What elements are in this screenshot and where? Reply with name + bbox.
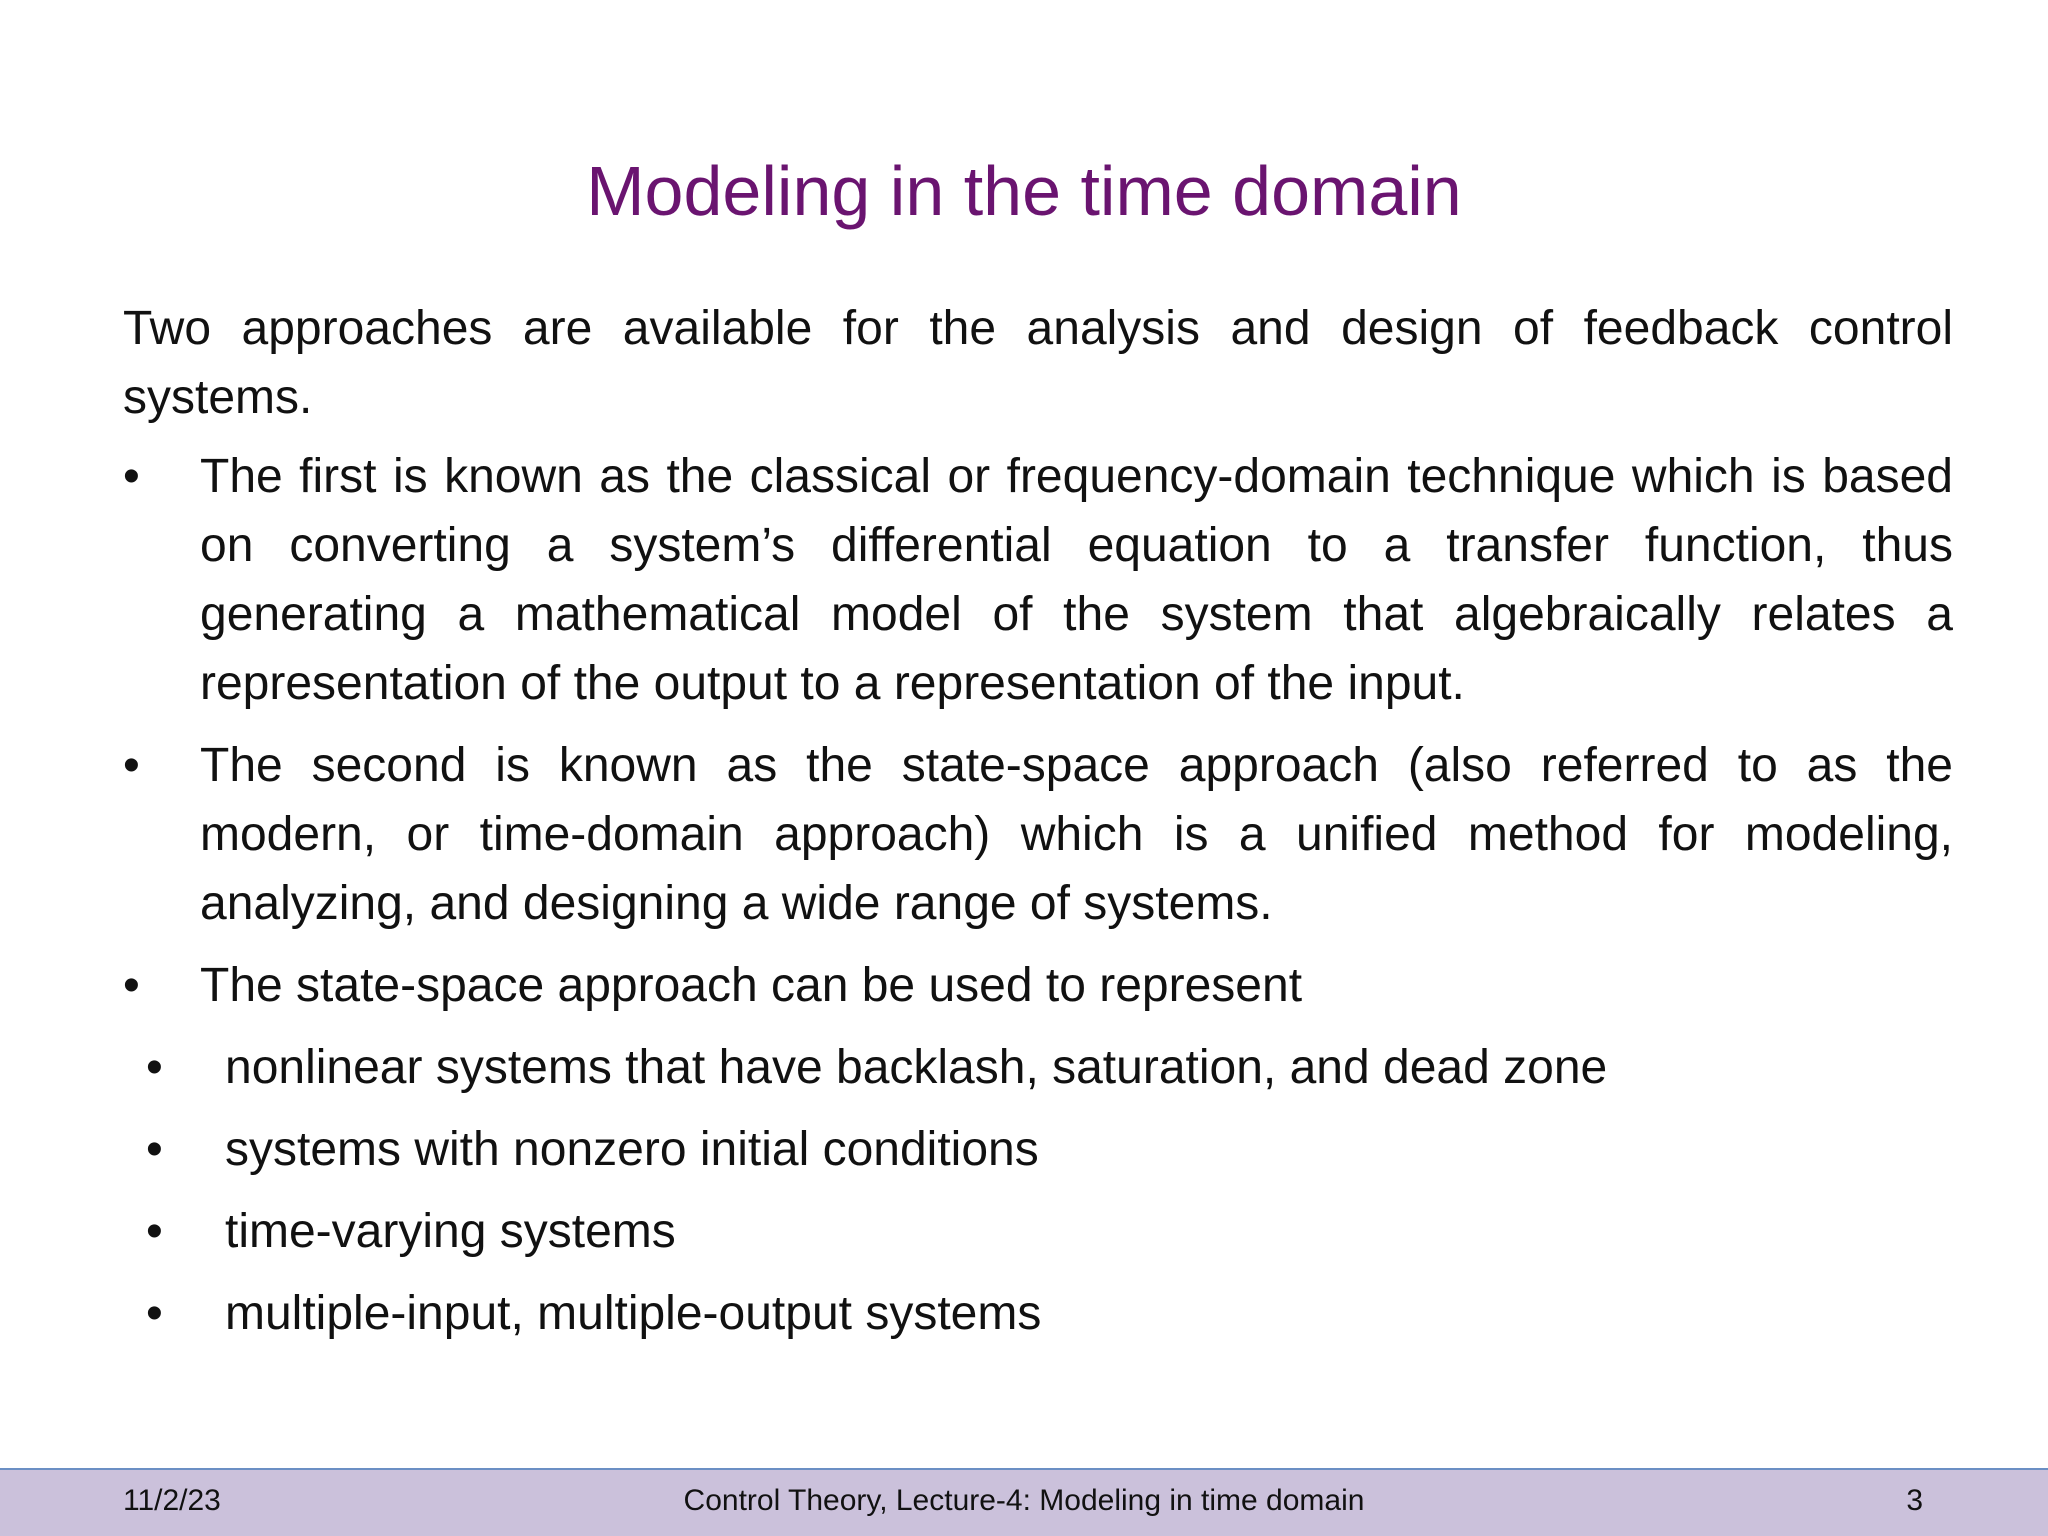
bullet-text: The second is known as the state-space approach (also referred to as the modern, or time-domain approach) which is a unified method for modeling, analyzing, and designing a wide range of systems. xyxy=(200,739,1953,930)
sub-bullet-marker: • xyxy=(146,1041,163,1094)
sub-bullet-list xyxy=(123,1033,1953,1348)
sub-bullet-text: multiple-input, multiple-output systems xyxy=(225,1287,1042,1340)
sub-bullet-marker: • xyxy=(146,1123,163,1176)
footer-date: 11/2/23 xyxy=(123,1484,221,1517)
sub-bullet-marker: • xyxy=(146,1287,163,1340)
sub-bullet-wrapper xyxy=(123,1033,1953,1348)
slide-footer xyxy=(0,1468,2048,1536)
page-number: 3 xyxy=(1906,1484,1923,1517)
slide-content xyxy=(123,294,1953,1361)
sub-bullet-text: nonlinear systems that have backlash, saturation, and dead zone xyxy=(225,1041,1608,1094)
bullet-marker: • xyxy=(123,959,140,1012)
sub-bullet-item xyxy=(123,1033,1953,1102)
sub-bullet-item xyxy=(123,1115,1953,1184)
bullet-item xyxy=(123,731,1953,938)
sub-bullet-text: time-varying systems xyxy=(225,1205,676,1258)
bullet-item xyxy=(123,951,1953,1348)
bullet-list xyxy=(123,442,1953,1348)
sub-bullet-text: systems with nonzero initial conditions xyxy=(225,1123,1039,1176)
sub-bullet-item xyxy=(123,1197,1953,1266)
footer-title: Control Theory, Lecture-4: Modeling in time domain xyxy=(683,1484,1365,1517)
bullet-text: The first is known as the classical or frequency-domain technique which is based on converting a system’s differential equation to a transfer function, thus generating a mathematical model of the system that algebraically relates a representation of the output to a representation of the input. xyxy=(200,450,1953,710)
sub-bullet-item xyxy=(123,1279,1953,1348)
sub-bullet-marker: • xyxy=(146,1205,163,1258)
bullet-item xyxy=(123,442,1953,718)
intro-paragraph: Two approaches are available for the analysis and design of feedback control systems. xyxy=(123,302,1953,424)
bullet-text: The state-space approach can be used to represent xyxy=(200,959,1303,1012)
bullet-marker: • xyxy=(123,739,140,792)
bullet-marker: • xyxy=(123,450,140,503)
slide-title: Modeling in the time domain xyxy=(586,151,1462,230)
